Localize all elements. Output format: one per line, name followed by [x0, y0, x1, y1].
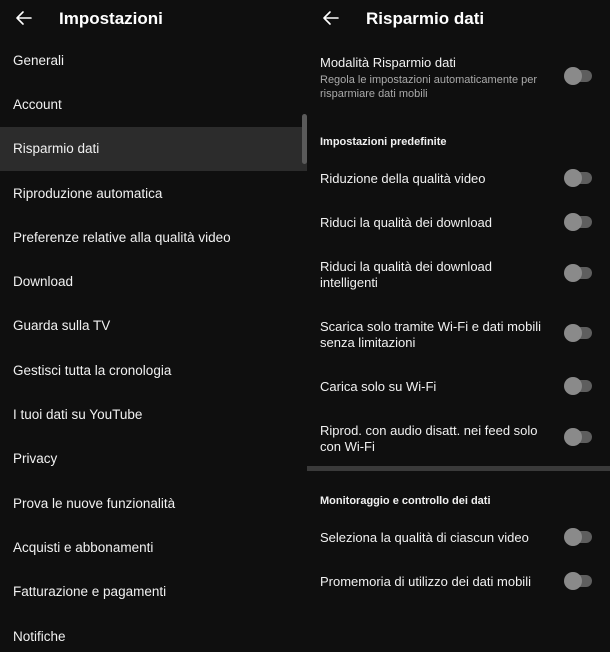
data-saver-header [307, 0, 610, 38]
menu-item-guarda-sulla-tv[interactable]: Guarda sulla TV [13, 318, 111, 334]
toggle-switch[interactable] [566, 575, 592, 587]
settings-header [0, 0, 307, 38]
menu-item-download[interactable]: Download [13, 274, 74, 290]
setting-label: Scarica solo tramite Wi-Fi e dati mobili senza limitazioni [320, 319, 542, 350]
back-arrow-icon[interactable] [321, 8, 341, 28]
section-divider [307, 466, 610, 471]
menu-item-account[interactable]: Account [13, 96, 62, 112]
menu-item-gestisci-cronologia[interactable]: Gestisci tutta la cronologia [13, 362, 172, 378]
setting-label: Modalità Risparmio dati [320, 55, 456, 70]
setting-riprod-audio-disatt[interactable] [320, 423, 600, 455]
toggle-switch[interactable] [566, 216, 592, 228]
menu-item-generali[interactable]: Generali [13, 52, 65, 68]
setting-riduzione-qualita-video[interactable] [320, 171, 600, 187]
setting-label: Seleziona la qualità di ciascun video [320, 530, 529, 545]
menu-item-tuoi-dati-youtube[interactable]: I tuoi dati su YouTube [13, 407, 143, 423]
section-title: Impostazioni predefinite [320, 136, 447, 148]
menu-item-privacy[interactable]: Privacy [13, 451, 58, 467]
data-saver-pane [307, 0, 610, 652]
menu-item-risparmio-dati[interactable]: Risparmio dati [0, 127, 307, 171]
toggle-switch[interactable] [566, 431, 592, 443]
toggle-switch[interactable] [566, 267, 592, 279]
setting-label: Riduci la qualità dei download intelligenti [320, 259, 493, 290]
menu-item-preferenze-qualita-video[interactable]: Preferenze relative alla qualità video [13, 229, 231, 245]
setting-carica-solo-wifi[interactable] [320, 379, 600, 395]
setting-description: Regola le impostazioni automaticamente per risparmiare dati mobili [320, 74, 538, 100]
toggle-switch[interactable] [566, 327, 592, 339]
setting-label: Carica solo su Wi-Fi [320, 379, 437, 394]
section-title: Monitoraggio e controllo dei dati [320, 495, 491, 507]
setting-modalita-risparmio-dati[interactable] [320, 55, 600, 101]
page-title: Risparmio dati [366, 9, 485, 28]
setting-promemoria-dati-mobili[interactable] [320, 574, 600, 590]
setting-label: Riprod. con audio disatt. nei feed solo con Wi-Fi [320, 423, 538, 454]
setting-riduci-qualita-download[interactable] [320, 215, 600, 231]
setting-label: Riduzione della qualità video [320, 171, 486, 186]
menu-item-fatturazione-pagamenti[interactable]: Fatturazione e pagamenti [13, 584, 167, 600]
setting-scarica-solo-wifi[interactable] [320, 319, 600, 351]
page-title: Impostazioni [59, 9, 163, 28]
menu-item-acquisti-abbonamenti[interactable]: Acquisti e abbonamenti [13, 539, 154, 555]
setting-seleziona-qualita-video[interactable] [320, 530, 600, 546]
back-arrow-icon[interactable] [14, 8, 34, 28]
menu-item-notifiche[interactable]: Notifiche [13, 628, 66, 644]
setting-label: Riduci la qualità dei download [320, 215, 493, 230]
toggle-switch[interactable] [566, 531, 592, 543]
toggle-switch[interactable] [566, 70, 592, 82]
toggle-switch[interactable] [566, 172, 592, 184]
menu-item-nuove-funzionalita[interactable]: Prova le nuove funzionalità [13, 495, 176, 511]
menu-item-riproduzione-automatica[interactable]: Riproduzione automatica [13, 185, 163, 201]
settings-menu [0, 38, 307, 652]
setting-riduci-qualita-download-intelligenti[interactable] [320, 259, 600, 291]
toggle-switch[interactable] [566, 380, 592, 392]
setting-label: Promemoria di utilizzo dei dati mobili [320, 574, 531, 589]
